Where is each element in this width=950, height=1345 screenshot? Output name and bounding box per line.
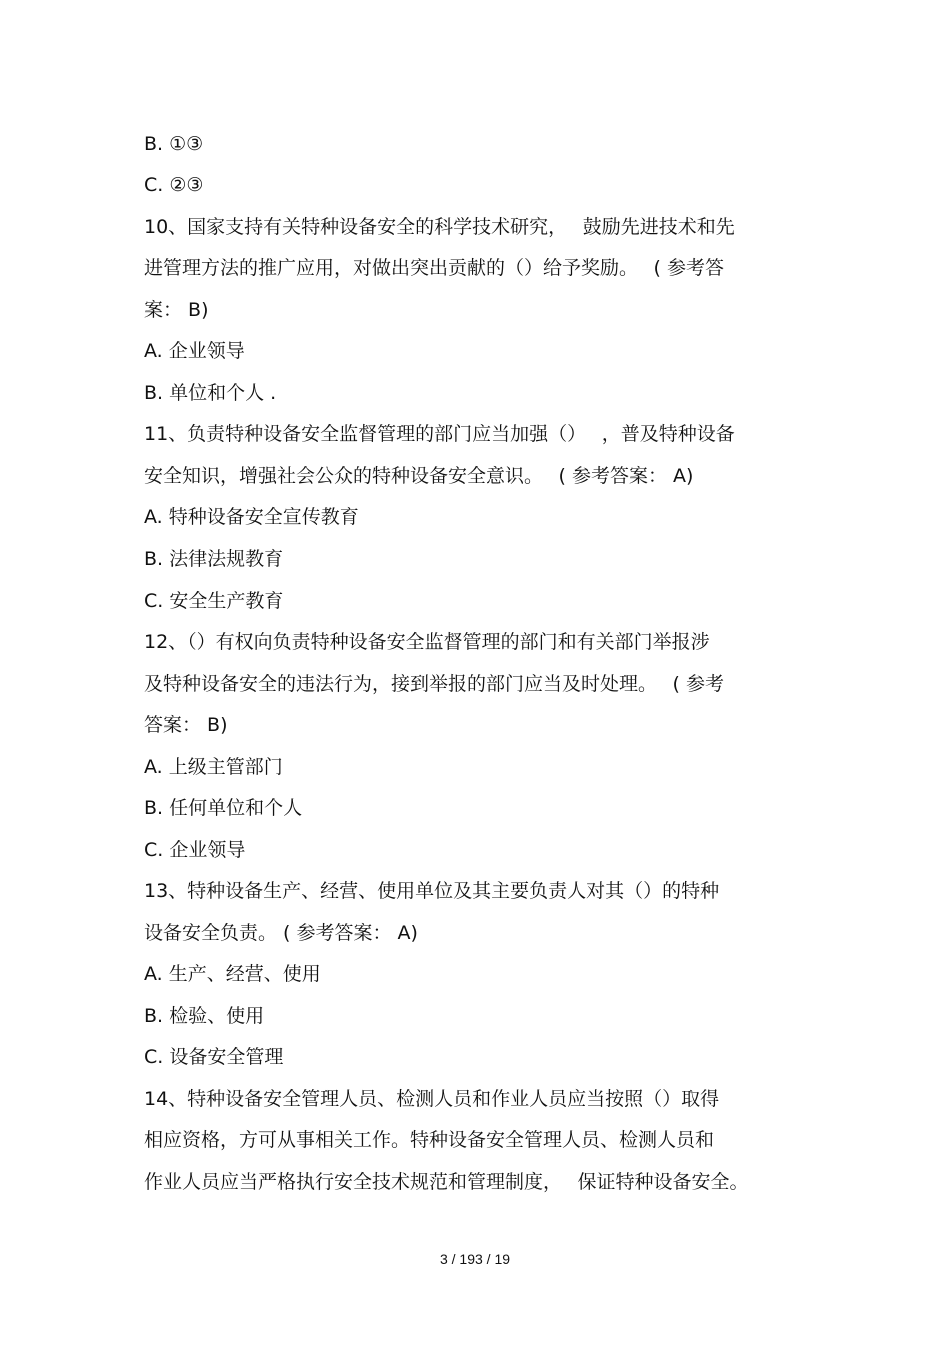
option-b-line: B. 单位和个人 . — [144, 382, 277, 404]
question-10-line-1: 10、国家支持有关特种设备安全的科学技术研究， 鼓励先进技术和先 — [144, 216, 735, 238]
question-14-line-3: 作业人员应当严格执行安全技术规范和管理制度， 保证特种设备安全。 — [144, 1171, 749, 1193]
question-12-line-3: 答案： B) — [144, 714, 228, 736]
option-a-line: A. 企业领导 — [144, 340, 245, 362]
question-12-line-1: 12、（）有权向负责特种设备安全监督管理的部门和有关部门举报涉 — [144, 631, 710, 653]
question-13-line-2: 设备安全负责。 ( 参考答案： A) — [144, 922, 418, 944]
question-14-line-2: 相应资格，方可从事相关工作。特种设备安全管理人员、检测人员和 — [144, 1129, 715, 1151]
option-a-line: A. 特种设备安全宣传教育 — [144, 506, 359, 528]
question-10-line-2: 进管理方法的推广应用，对做出突出贡献的（）给予奖励。 ( 参考答 — [144, 257, 724, 279]
option-c-line: C. ②③ — [144, 174, 204, 196]
option-b-line: B. ①③ — [144, 133, 204, 155]
question-11-line-1: 11、负责特种设备安全监督管理的部门应当加强（） ，普及特种设备 — [144, 423, 735, 445]
option-c-line: C. 设备安全管理 — [144, 1046, 284, 1068]
option-a-line: A. 生产、经营、使用 — [144, 963, 321, 985]
question-13-line-1: 13、特种设备生产、经营、使用单位及其主要负责人对其（）的特种 — [144, 880, 720, 902]
option-b-line: B. 法律法规教育 — [144, 548, 284, 570]
option-c-line: C. 企业领导 — [144, 839, 246, 861]
question-12-line-2: 及特种设备安全的违法行为，接到举报的部门应当及时处理。 ( 参考 — [144, 673, 724, 695]
question-14-line-1: 14、特种设备安全管理人员、检测人员和作业人员应当按照（）取得 — [144, 1088, 720, 1110]
option-b-line: B. 任何单位和个人 — [144, 797, 303, 819]
question-11-line-2: 安全知识，增强社会公众的特种设备安全意识。 ( 参考答案： A) — [144, 465, 694, 487]
question-10-line-3: 案： B) — [144, 299, 209, 321]
option-b-line: B. 检验、使用 — [144, 1005, 265, 1027]
option-a-line: A. 上级主管部门 — [144, 756, 283, 778]
option-c-line: C. 安全生产教育 — [144, 590, 284, 612]
page-number-footer: 3 / 193 / 19 — [439, 1251, 511, 1267]
